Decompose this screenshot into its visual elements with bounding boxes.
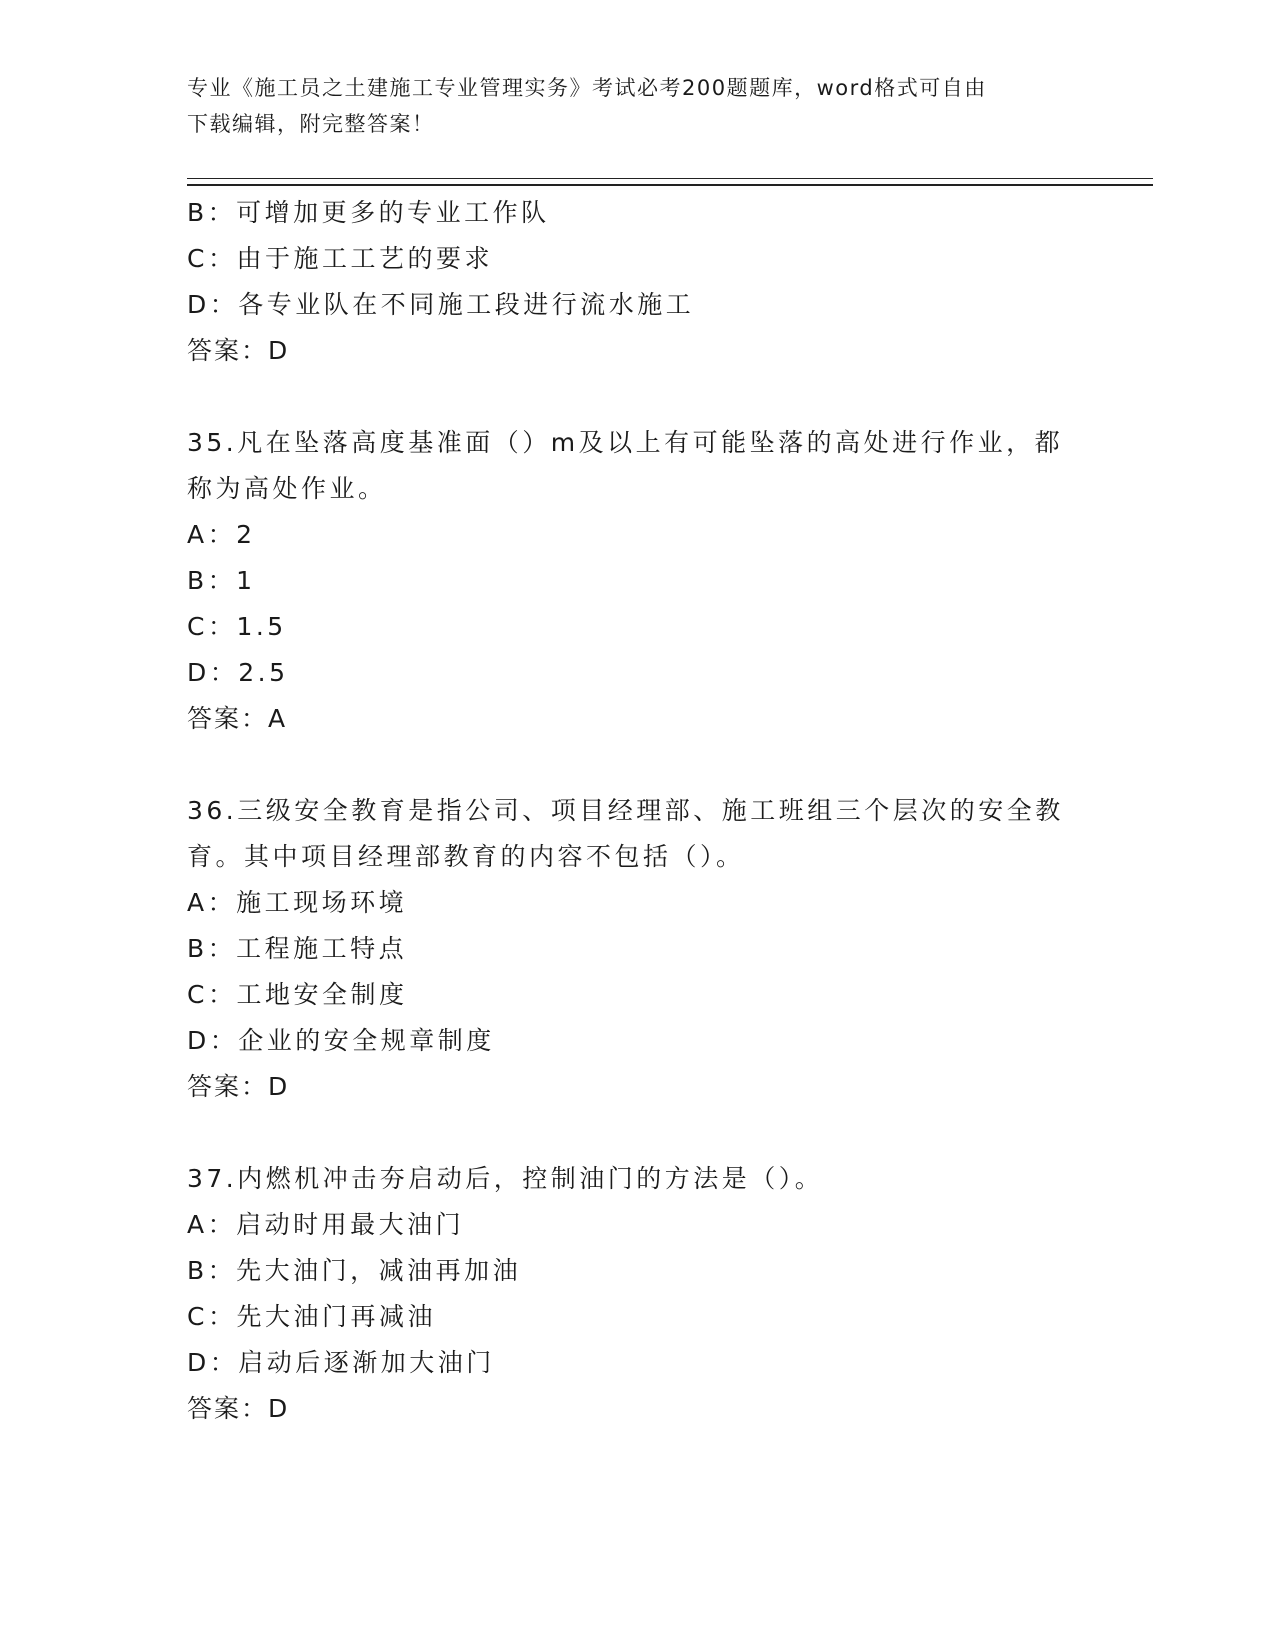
question-34-continued bbox=[187, 190, 1087, 374]
page-header bbox=[187, 70, 1087, 142]
question-stem: 37.内燃机冲击夯启动后，控制油门的方法是（）。 bbox=[187, 1164, 824, 1193]
option-b: B：工程施工特点 bbox=[187, 934, 408, 963]
option-c: C：先大油门再减油 bbox=[187, 1302, 436, 1331]
question-stem: 36.三级安全教育是指公司、项目经理部、施工班组三个层次的安全教 bbox=[187, 796, 1064, 825]
option-d: D：2.5 bbox=[187, 658, 289, 687]
question-35 bbox=[187, 420, 1087, 742]
header-line-1: 专业《施工员之土建施工专业管理实务》考试必考200题题库，word格式可自由 bbox=[187, 76, 987, 100]
option-b: B：可增加更多的专业工作队 bbox=[187, 198, 550, 227]
option-b: B：先大油门，减油再加油 bbox=[187, 1256, 522, 1285]
answer: 答案：D bbox=[187, 336, 290, 365]
question-36 bbox=[187, 788, 1087, 1110]
option-d: D：启动后逐渐加大油门 bbox=[187, 1348, 495, 1377]
answer: 答案：D bbox=[187, 1072, 290, 1101]
option-d: D：企业的安全规章制度 bbox=[187, 1026, 495, 1055]
option-a: A：2 bbox=[187, 520, 256, 549]
question-stem-continued: 称为高处作业。 bbox=[187, 474, 387, 503]
spacer bbox=[187, 1110, 1087, 1156]
option-a: A：启动时用最大油门 bbox=[187, 1210, 465, 1239]
option-c: C：由于施工工艺的要求 bbox=[187, 244, 493, 273]
header-line-2: 下载编辑，附完整答案！ bbox=[187, 112, 435, 136]
option-c: C：工地安全制度 bbox=[187, 980, 408, 1009]
spacer bbox=[187, 742, 1087, 788]
option-a: A：施工现场环境 bbox=[187, 888, 408, 917]
question-stem: 35.凡在坠落高度基准面（）m及以上有可能坠落的高处进行作业，都 bbox=[187, 428, 1064, 457]
answer: 答案：A bbox=[187, 704, 288, 733]
question-37 bbox=[187, 1156, 1087, 1432]
answer: 答案：D bbox=[187, 1394, 290, 1423]
header-divider bbox=[187, 178, 1153, 186]
document-body bbox=[187, 190, 1087, 1432]
option-b: B：1 bbox=[187, 566, 256, 595]
question-stem-continued: 育。其中项目经理部教育的内容不包括（）。 bbox=[187, 842, 745, 871]
option-d: D：各专业队在不同施工段进行流水施工 bbox=[187, 290, 695, 319]
option-c: C：1.5 bbox=[187, 612, 287, 641]
spacer bbox=[187, 374, 1087, 420]
